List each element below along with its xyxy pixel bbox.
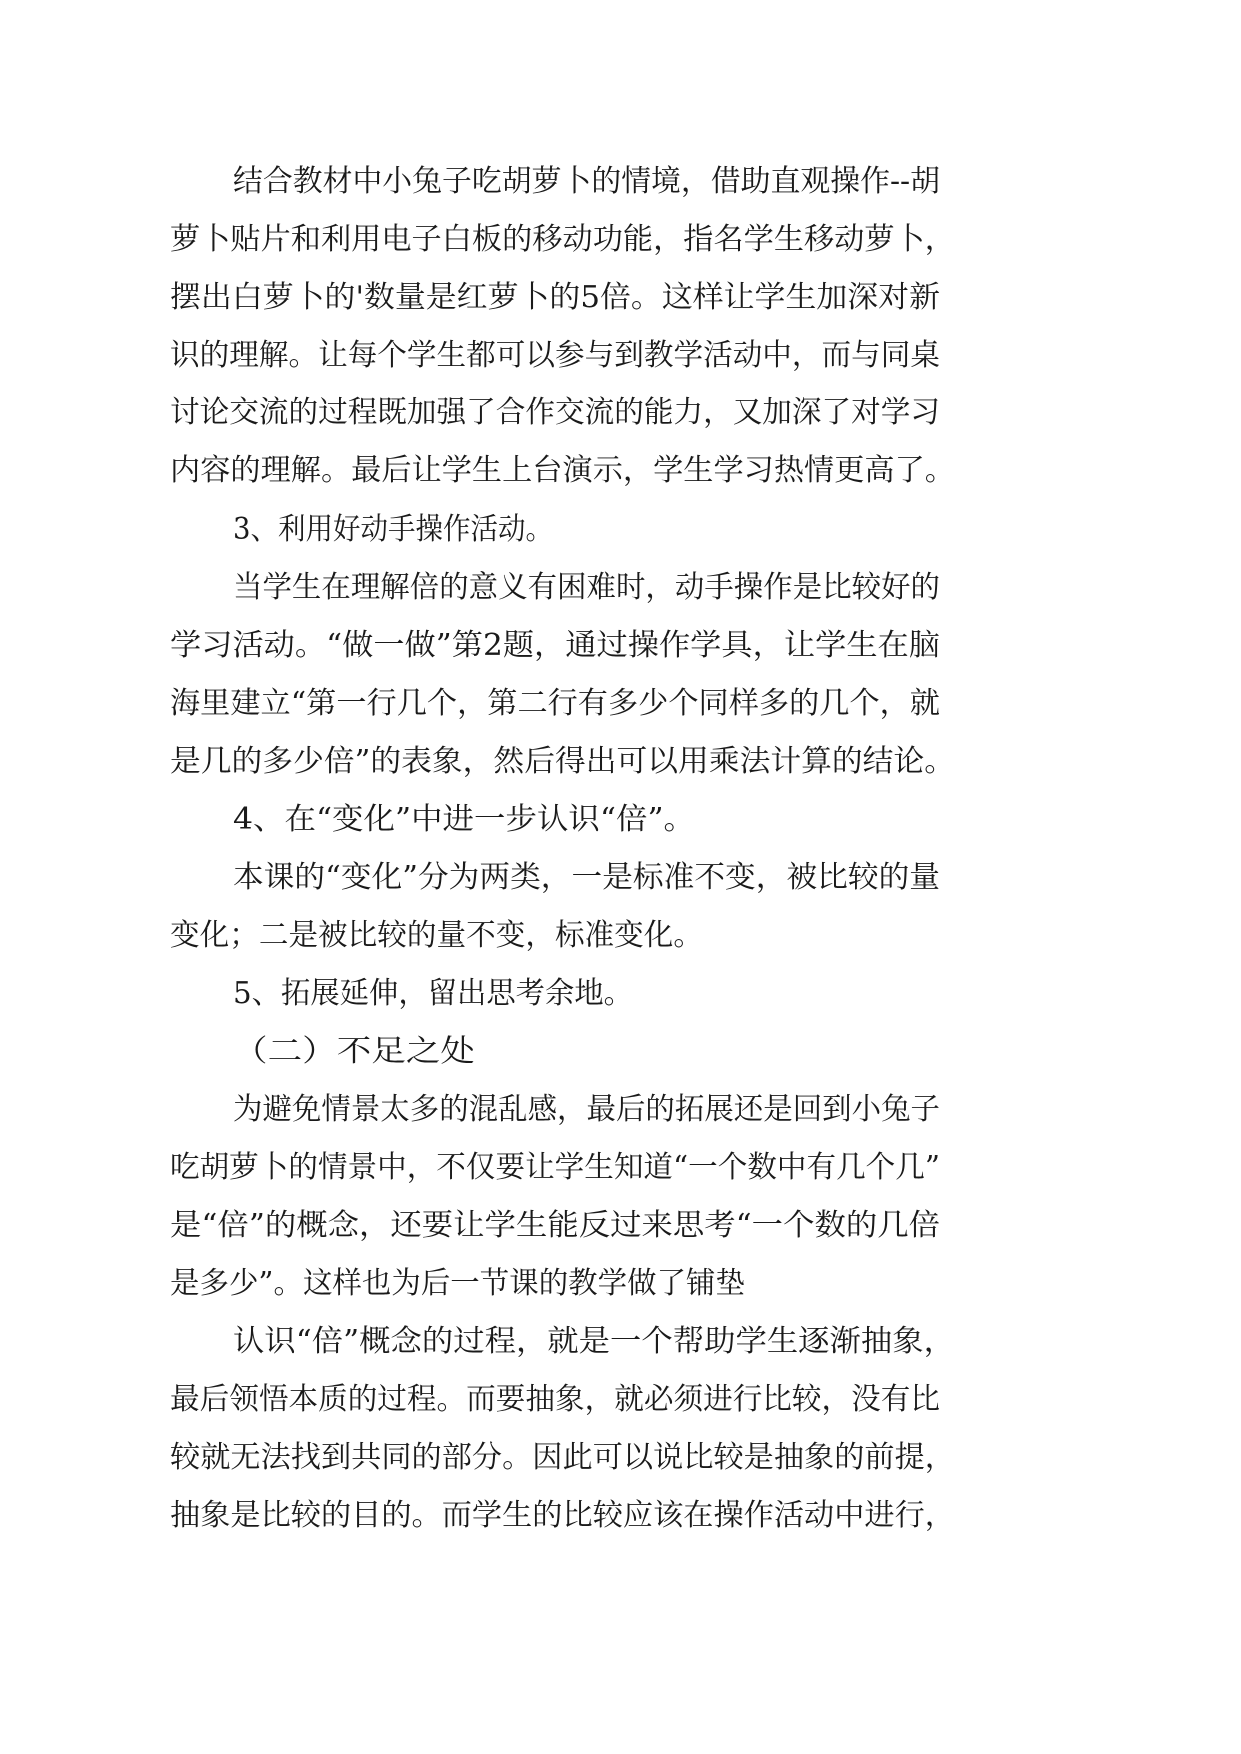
text-line-content: 抽象是比较的目的。而学生的比较应该在操作活动中进行， [170, 1498, 955, 1533]
text-line [0, 152, 1241, 212]
text-line-content: （二）不足之处 [233, 1034, 475, 1069]
text-line-content: 是几的多少倍”的表象，然后得出可以用乘法计算的结论。 [170, 744, 955, 779]
text-line-content: 识的理解。让每个学生都可以参与到教学活动中，而与同桌 [170, 338, 940, 373]
text-line [0, 1080, 1241, 1140]
text-line-content: 讨论交流的过程既加强了合作交流的能力，又加深了对学习 [170, 395, 940, 430]
text-line-content: 学习活动。“做一做”第2题，通过操作学具，让学生在脑 [170, 628, 940, 663]
text-line [0, 790, 1241, 850]
text-line [0, 500, 1241, 560]
text-line [0, 1486, 1241, 1546]
text-line [0, 732, 1241, 792]
text-line [0, 964, 1241, 1024]
text-line-content: 变化；二是被比较的量不变，标准变化。 [170, 918, 703, 953]
text-line-content: 最后领悟本质的过程。而要抽象，就必须进行比较，没有比 [170, 1382, 940, 1417]
text-line [0, 210, 1241, 270]
text-line-content: 内容的理解。最后让学生上台演示，学生学习热情更高了。 [170, 453, 955, 488]
text-line [0, 268, 1241, 328]
text-line [0, 616, 1241, 676]
text-line-content: 海里建立“第一行几个，第二行有多少个同样多的几个，就 [170, 686, 940, 721]
text-line [0, 326, 1241, 386]
text-line-content: 摆出白萝卜的'数量是红萝卜的5倍。这样让学生加深对新 [170, 280, 941, 315]
text-line-content: 本课的“变化”分为两类，一是标准不变，被比较的量 [233, 860, 940, 895]
text-line-content: 较就无法找到共同的部分。因此可以说比较是抽象的前提， [170, 1440, 955, 1475]
text-line [0, 1312, 1241, 1372]
text-line-content: 萝卜贴片和利用电子白板的移动功能，指名学生移动萝卜， [170, 222, 955, 257]
text-line [0, 1196, 1241, 1256]
text-line [0, 558, 1241, 618]
text-line-content: 结合教材中小兔子吃胡萝卜的情境，借助直观操作--胡 [233, 164, 940, 199]
text-line-content: 是“倍”的概念，还要让学生能反过来思考“一个数的几倍 [170, 1208, 940, 1243]
text-line-content: 为避免情景太多的混乱感，最后的拓展还是回到小兔子 [233, 1092, 940, 1127]
text-line [0, 383, 1241, 443]
text-line [0, 906, 1241, 966]
text-line-content: 4、在“变化”中进一步认识“倍”。 [233, 802, 695, 837]
text-line [0, 1022, 1241, 1082]
text-line-content: 吃胡萝卜的情景中，不仅要让学生知道“一个数中有几个几” [170, 1150, 940, 1185]
text-line [0, 1370, 1241, 1430]
text-line [0, 1138, 1241, 1198]
text-line [0, 441, 1241, 501]
text-line-content: 3、利用好动手操作活动。 [233, 512, 553, 547]
text-line [0, 1254, 1241, 1314]
text-line [0, 1428, 1241, 1488]
text-line [0, 848, 1241, 908]
text-line [0, 674, 1241, 734]
text-line-content: 当学生在理解倍的意义有困难时，动手操作是比较好的 [233, 570, 940, 605]
text-line-content: 5、拓展延伸，留出思考余地。 [233, 976, 633, 1011]
text-line-content: 是多少”。这样也为后一节课的教学做了铺垫 [170, 1266, 745, 1301]
text-line-content: 认识“倍”概念的过程，就是一个帮助学生逐渐抽象， [233, 1324, 955, 1359]
